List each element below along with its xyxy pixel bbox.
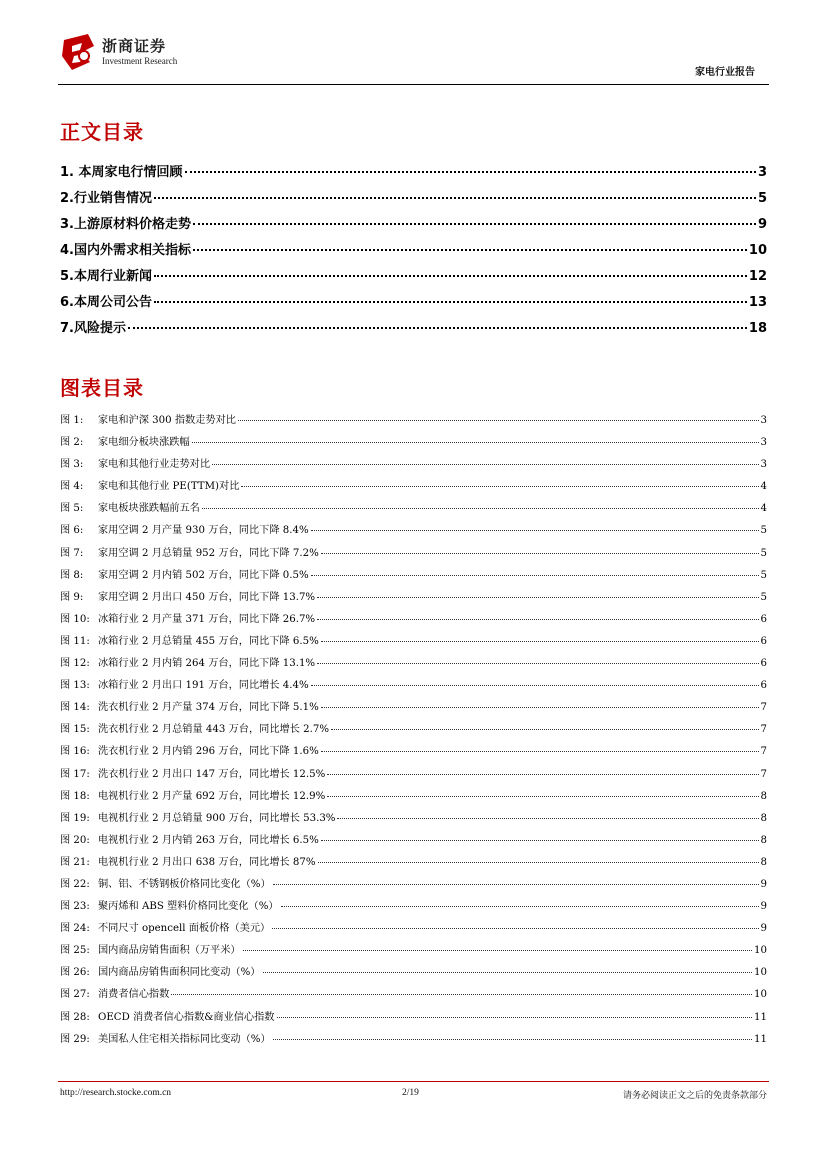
dot-leader: [311, 685, 759, 686]
figure-label: 家用空调 2 月内销 502 万台，同比下降 0.5%: [98, 569, 309, 581]
figure-item[interactable]: [60, 963, 767, 985]
figure-label: 电视机行业 2 月产量 692 万台，同比增长 12.9%: [98, 790, 326, 802]
figure-page: 6: [760, 635, 767, 647]
figure-item[interactable]: [60, 521, 767, 543]
dot-leader: [273, 884, 759, 885]
figure-label: 国内商品房销售面积同比变动（%）: [98, 967, 261, 979]
figure-number: 图 20:: [60, 834, 90, 846]
toc-item-page: 5: [757, 191, 767, 206]
brand-name-cn: 浙商证券: [102, 37, 167, 55]
figure-item[interactable]: [60, 477, 767, 499]
toc-item[interactable]: [60, 213, 767, 239]
figure-label: 不同尺寸 opencell 面板价格（美元）: [98, 923, 271, 935]
figure-label: 家用空调 2 月出口 450 万台，同比下降 13.7%: [98, 591, 316, 603]
dot-leader: [154, 197, 756, 199]
figure-item[interactable]: [60, 698, 767, 720]
brand-logo-icon: [58, 32, 98, 72]
figure-number: 图 7:: [60, 547, 84, 559]
figure-page: 4: [760, 481, 767, 493]
figure-number: 图 16:: [60, 746, 90, 758]
figure-label: 冰箱行业 2 月产量 371 万台，同比下降 26.7%: [98, 613, 316, 625]
figure-item[interactable]: [60, 742, 767, 764]
figure-number: 图 14:: [60, 702, 90, 714]
figure-label: 家电和其他行业走势对比: [98, 459, 211, 471]
dot-leader: [327, 796, 758, 797]
dot-leader: [243, 950, 752, 951]
dot-leader: [171, 994, 752, 995]
brand-name-en: Investment Research: [102, 56, 178, 66]
dot-leader: [317, 663, 758, 664]
figure-number: 图 18:: [60, 790, 90, 802]
header-divider: [58, 84, 769, 85]
toc-item-label: 7.风险提示: [60, 321, 126, 336]
figure-number: 图 12:: [60, 658, 90, 670]
figure-page: 5: [760, 591, 767, 603]
figure-page: 7: [760, 724, 767, 736]
figure-page: 3: [760, 459, 767, 471]
figure-page: 5: [760, 547, 767, 559]
figure-item[interactable]: [60, 720, 767, 742]
figure-item[interactable]: [60, 985, 767, 1007]
dot-leader: [331, 729, 759, 730]
dot-leader: [185, 171, 756, 173]
dot-leader: [281, 906, 759, 907]
toc-item[interactable]: [60, 317, 767, 343]
figure-number: 图 8:: [60, 569, 84, 581]
figure-page: 9: [760, 923, 767, 935]
figure-number: 图 1:: [60, 415, 84, 426]
dot-leader: [154, 301, 747, 303]
figure-number: 图 27:: [60, 989, 90, 1001]
figure-label: 家用空调 2 月产量 930 万台，同比下降 8.4%: [98, 525, 309, 537]
figure-page: 6: [760, 680, 767, 692]
figure-page: 5: [760, 569, 767, 581]
report-type: 家电行业报告: [695, 67, 755, 78]
figure-label: 家电和其他行业 PE(TTM)对比: [98, 481, 240, 493]
toc-item-label: 4.国内外需求相关指标: [60, 243, 191, 258]
figure-page: 8: [760, 790, 767, 802]
dot-leader: [128, 327, 747, 329]
figure-label: 家电板块涨跌幅前五名: [98, 503, 200, 515]
figure-item[interactable]: [60, 831, 767, 853]
figure-page: 10: [754, 989, 767, 1001]
dot-leader: [238, 420, 759, 421]
figure-number: 图 17:: [60, 768, 90, 780]
figure-item[interactable]: [60, 411, 767, 433]
figure-label: 家电细分板块涨跌幅: [98, 437, 190, 449]
dot-leader: [272, 928, 758, 929]
figure-page: 5: [760, 525, 767, 537]
figure-number: 图 25:: [60, 945, 90, 957]
toc-item-page: 18: [748, 321, 767, 336]
figure-item[interactable]: [60, 610, 767, 632]
toc-item-page: 10: [748, 243, 767, 258]
figure-label: 电视机行业 2 月总销量 900 万台，同比增长 53.3%: [98, 812, 336, 824]
figure-page: 6: [760, 658, 767, 670]
figure-label: 铜、铝、不锈钢板价格同比变化（%）: [98, 878, 271, 890]
figure-number: 图 15:: [60, 724, 90, 736]
toc-item-label: 6.本周公司公告: [60, 295, 152, 310]
dot-leader: [318, 862, 759, 863]
figure-label: 冰箱行业 2 月出口 191 万台，同比增长 4.4%: [98, 680, 309, 692]
figure-item[interactable]: [60, 588, 767, 610]
toc-item[interactable]: [60, 265, 767, 291]
figure-page: 6: [760, 613, 767, 625]
toc-item-page: 3: [757, 165, 767, 180]
dot-leader: [311, 575, 759, 576]
figure-number: 图 10:: [60, 613, 90, 625]
figure-page: 7: [760, 746, 767, 758]
dot-leader: [192, 442, 759, 443]
figure-label: 冰箱行业 2 月总销量 455 万台，同比下降 6.5%: [98, 635, 319, 647]
dot-leader: [321, 840, 759, 841]
figure-item[interactable]: [60, 566, 767, 588]
page-number: 2/19: [402, 1088, 419, 1098]
figure-label: 电视机行业 2 月出口 638 万台，同比增长 87%: [98, 856, 316, 868]
toc-item-page: 13: [748, 295, 767, 310]
toc-item-label: 1. 本周家电行情回顾: [60, 165, 183, 180]
figure-label: 洗衣机行业 2 月产量 374 万台，同比下降 5.1%: [98, 702, 319, 714]
figure-item[interactable]: [60, 455, 767, 477]
disclaimer-note: 请务必阅读正文之后的免责条款部分: [622, 1091, 767, 1101]
dot-leader: [202, 508, 759, 509]
figure-label: 家用空调 2 月总销量 952 万台，同比下降 7.2%: [98, 547, 319, 559]
figure-label: 家电和沪深 300 指数走势对比: [98, 415, 236, 426]
figure-item[interactable]: [60, 544, 767, 566]
figure-page: 7: [760, 768, 767, 780]
figure-number: 图 11:: [60, 635, 90, 647]
figure-label: 电视机行业 2 月内销 263 万台，同比增长 6.5%: [98, 834, 319, 846]
dot-leader: [317, 619, 758, 620]
figure-item[interactable]: [60, 632, 767, 654]
figure-number: 图 6:: [60, 525, 84, 537]
figure-item[interactable]: [60, 433, 767, 455]
figure-number: 图 24:: [60, 923, 90, 935]
figure-label: 洗衣机行业 2 月内销 296 万台，同比下降 1.6%: [98, 746, 319, 758]
figure-page: 8: [760, 812, 767, 824]
dot-leader: [193, 249, 747, 251]
dot-leader: [154, 275, 747, 277]
dot-leader: [321, 707, 759, 708]
figure-number: 图 21:: [60, 856, 90, 868]
dot-leader: [317, 597, 758, 598]
figure-number: 图 2:: [60, 437, 84, 449]
figure-number: 图 3:: [60, 459, 84, 471]
toc-item-page: 9: [757, 217, 767, 232]
figure-label: 聚丙烯和 ABS 塑料价格同比变化（%）: [98, 901, 279, 913]
figure-number: 图 23:: [60, 901, 90, 913]
figure-item[interactable]: [60, 676, 767, 698]
figure-number: 图 22:: [60, 878, 90, 890]
dot-leader: [321, 751, 759, 752]
toc-item[interactable]: [60, 239, 767, 265]
figure-item[interactable]: [60, 809, 767, 831]
figure-page: 10: [754, 945, 767, 957]
figure-page: 3: [760, 437, 767, 449]
figure-number: 图 4:: [60, 481, 84, 493]
figure-page: 11: [754, 1011, 767, 1023]
dot-leader: [273, 1039, 752, 1040]
figure-label: 冰箱行业 2 月内销 264 万台，同比下降 13.1%: [98, 658, 316, 670]
dot-leader: [321, 553, 759, 554]
figure-number: 图 28:: [60, 1011, 90, 1023]
dot-leader: [277, 1017, 753, 1018]
figure-label: 消费者信心指数: [98, 989, 170, 1001]
toc-item-label: 3.上游原材料价格走势: [60, 217, 191, 232]
figure-page: 4: [760, 503, 767, 515]
toc-title: 正文目录: [60, 120, 144, 144]
figures-list: [60, 411, 767, 1052]
figures-title: 图表目录: [60, 376, 144, 400]
toc-item-label: 2.行业销售情况: [60, 191, 152, 206]
figure-page: 3: [760, 415, 767, 426]
figure-number: 图 9:: [60, 591, 84, 603]
figure-number: 图 19:: [60, 812, 90, 824]
dot-leader: [321, 641, 759, 642]
toc-item[interactable]: [60, 291, 767, 317]
figure-label: 洗衣机行业 2 月出口 147 万台，同比增长 12.5%: [98, 768, 326, 780]
figure-label: 美国私人住宅相关指标同比变动（%）: [98, 1033, 271, 1045]
figure-page: 8: [760, 834, 767, 846]
figure-page: 9: [760, 878, 767, 890]
figure-page: 7: [760, 702, 767, 714]
figure-item[interactable]: [60, 787, 767, 809]
figure-item[interactable]: [60, 765, 767, 787]
figure-page: 9: [760, 901, 767, 913]
figure-number: 图 26:: [60, 967, 90, 979]
figure-item[interactable]: [60, 941, 767, 963]
figure-item[interactable]: [60, 897, 767, 919]
figure-item[interactable]: [60, 875, 767, 897]
figure-page: 8: [760, 856, 767, 868]
toc-item[interactable]: [60, 187, 767, 213]
figure-page: 10: [754, 967, 767, 979]
dot-leader: [311, 530, 759, 531]
toc-item-page: 12: [748, 269, 767, 284]
figure-item[interactable]: [60, 654, 767, 676]
figure-item[interactable]: [60, 919, 767, 941]
dot-leader: [241, 486, 758, 487]
figure-item[interactable]: [60, 853, 767, 875]
figure-number: 图 13:: [60, 680, 90, 692]
figure-item[interactable]: [60, 1008, 767, 1030]
dot-leader: [193, 223, 756, 225]
toc-item-label: 5.本周行业新闻: [60, 269, 152, 284]
figure-number: 图 29:: [60, 1033, 90, 1045]
figure-label: OECD 消费者信心指数&商业信心指数: [98, 1011, 275, 1023]
footer-divider: [58, 1081, 769, 1082]
brand-logo: [58, 32, 178, 72]
figure-label: 洗衣机行业 2 月总销量 443 万台，同比增长 2.7%: [98, 724, 329, 736]
dot-leader: [263, 972, 753, 973]
figure-label: 国内商品房销售面积（万平米）: [98, 945, 241, 957]
figure-item[interactable]: [60, 499, 767, 521]
dot-leader: [327, 774, 758, 775]
dot-leader: [337, 818, 758, 819]
figure-item[interactable]: [60, 1030, 767, 1052]
footer-url[interactable]: http://research.stocke.com.cn: [60, 1088, 172, 1098]
toc-item[interactable]: [60, 161, 767, 187]
dot-leader: [212, 464, 758, 465]
figure-page: 11: [754, 1033, 767, 1045]
figure-number: 图 5:: [60, 503, 84, 515]
toc-list: [60, 161, 767, 343]
